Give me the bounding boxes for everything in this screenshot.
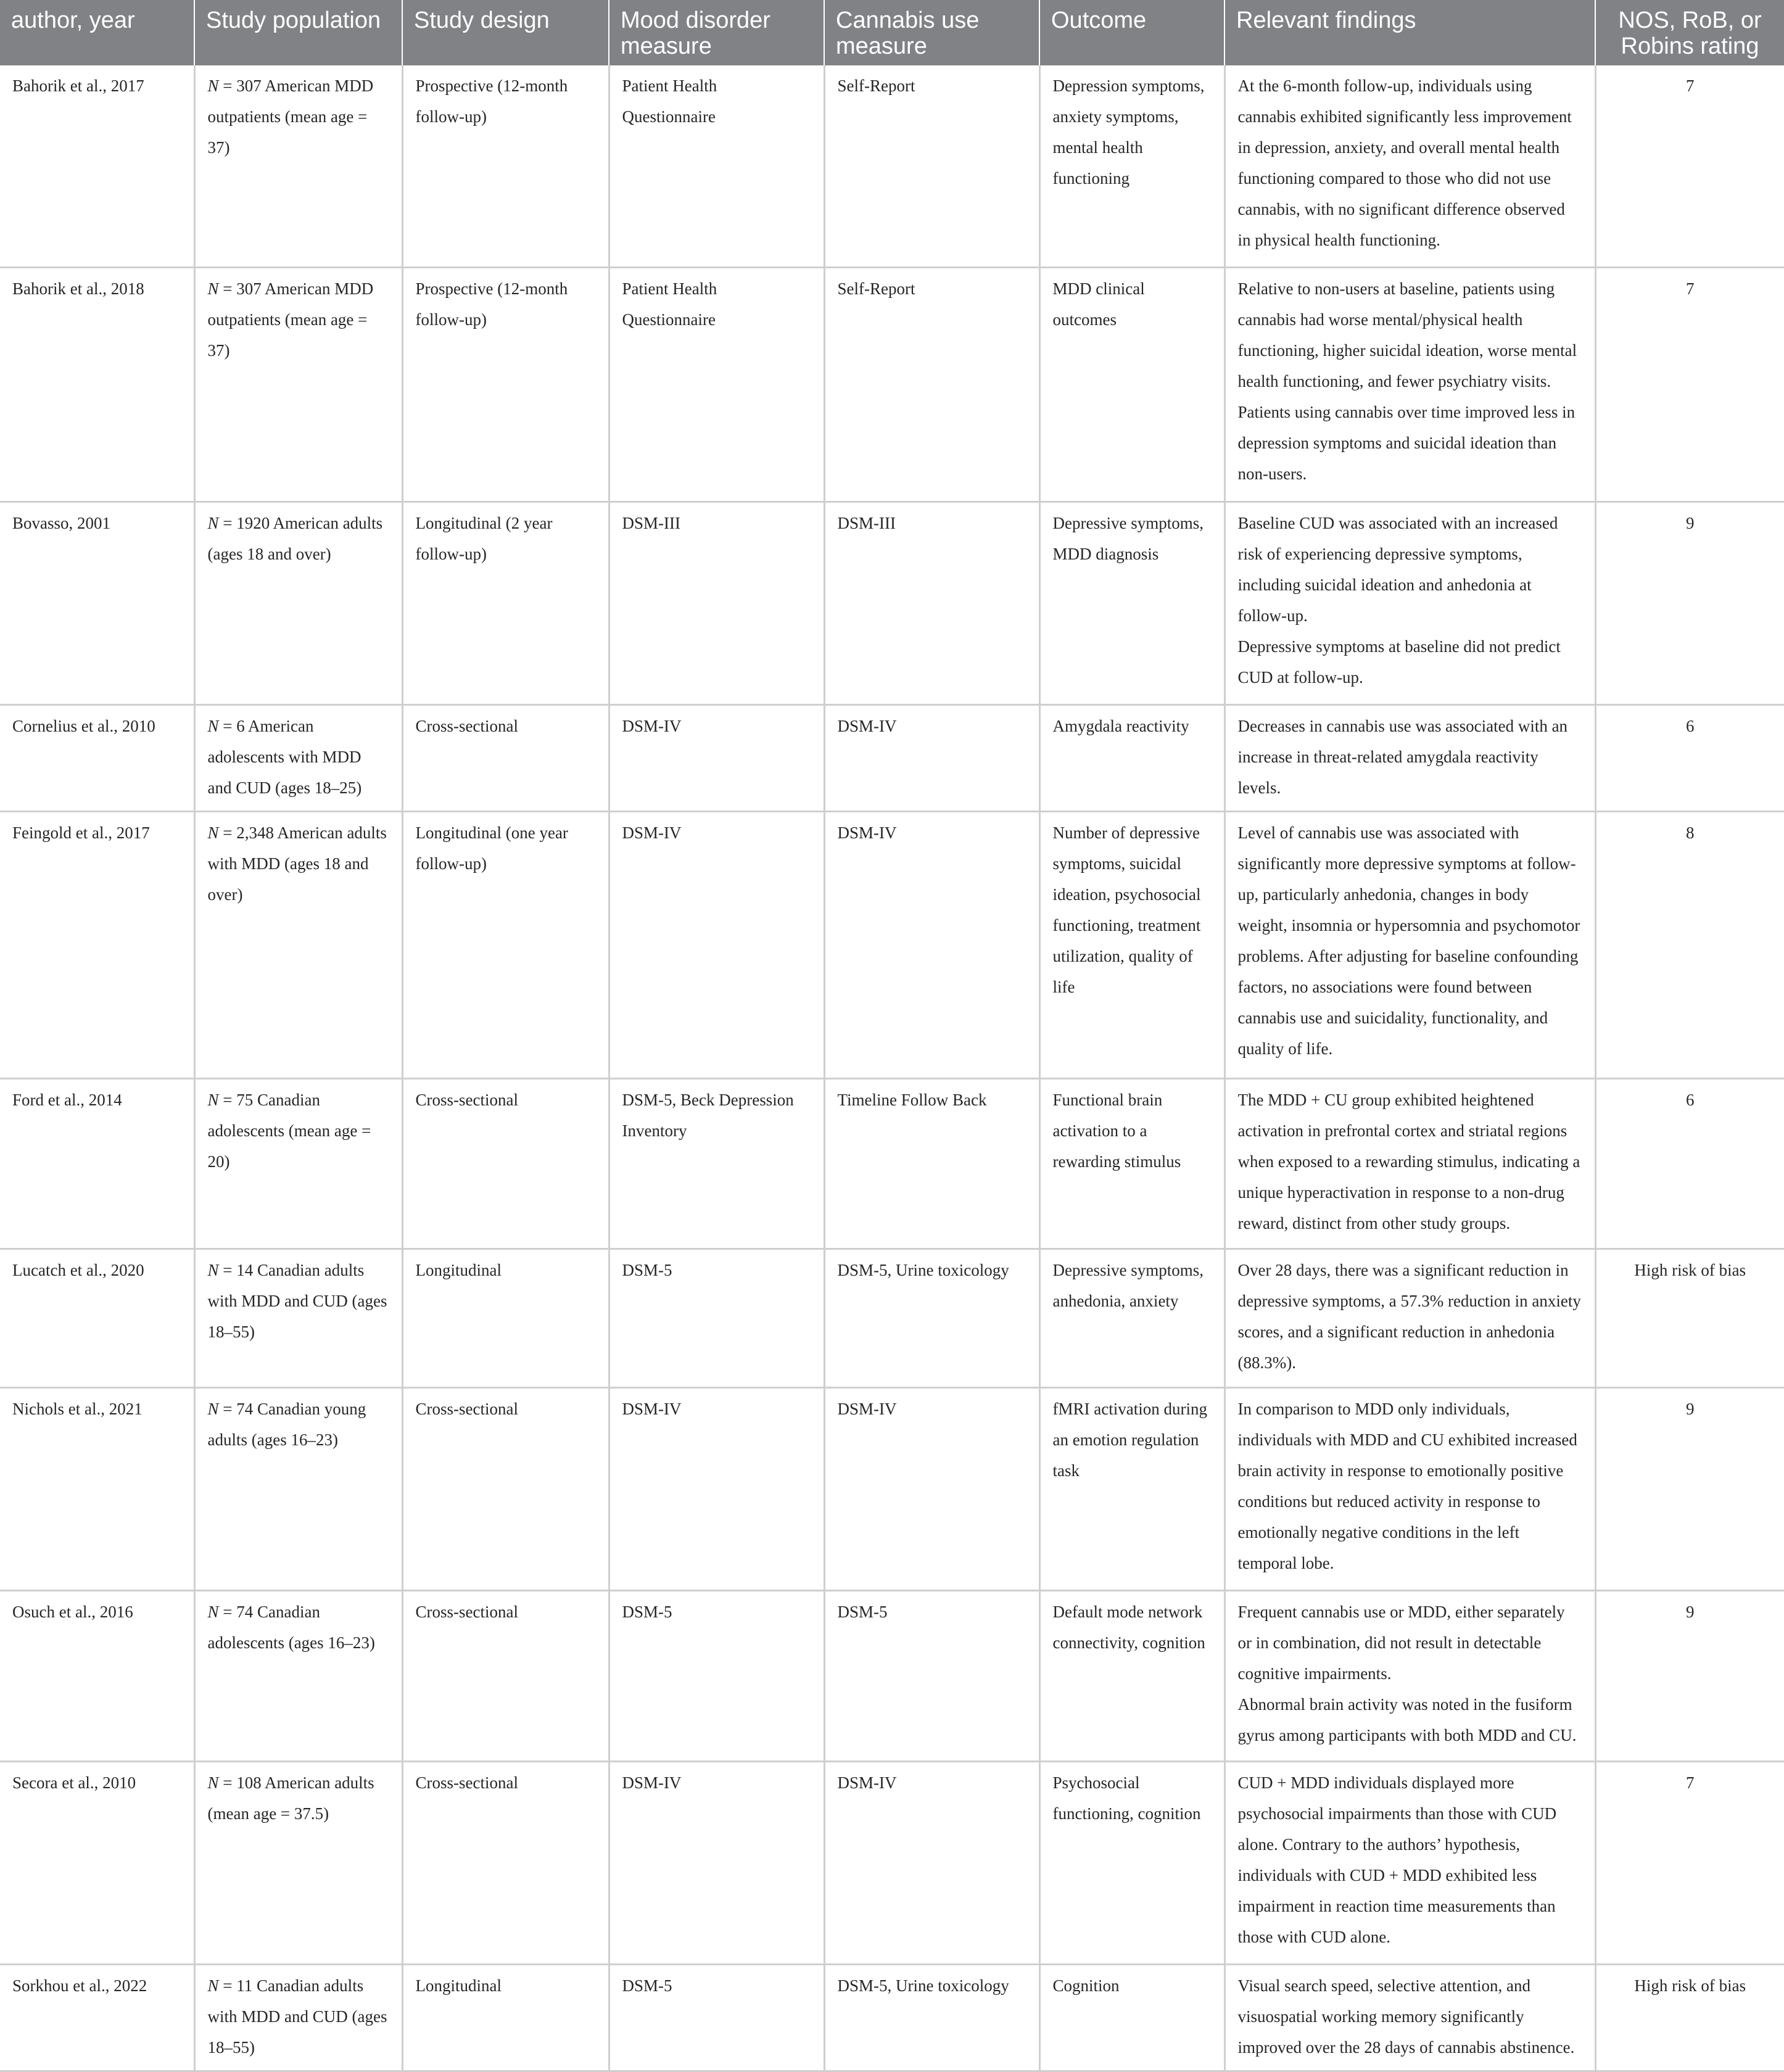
findings-paragraph: Level of cannabis use was associated with significantly more depressive symptoms at follow-up, particularly anhedonia, changes in body weight, insomnia or hypersomnia and psychomotor problems. After adjusting for baseline confounding factors, no associations were found between cannabis use and suicidality, functionality, and quality of life. bbox=[1237, 823, 1580, 1059]
population-text: = 1920 American adults (ages 18 and over) bbox=[207, 514, 383, 564]
cell-author-year: Osuch et al., 2016 bbox=[0, 1591, 194, 1762]
cell-study-design: Cross-sectional bbox=[402, 1591, 609, 1762]
population-text: = 74 Canadian young adults (ages 16–23) bbox=[207, 1400, 366, 1450]
cell-outcome: fMRI activation during an emotion regulation task bbox=[1039, 1388, 1224, 1591]
cell-cannabis-use-measure: DSM-IV bbox=[824, 704, 1039, 811]
cell-rating: 6 bbox=[1595, 704, 1784, 811]
findings-paragraph: At the 6-month follow-up, individuals using cannabis exhibited significantly less improvement in depression, anxiety, and overall mental health functioning compared to those who did not use cannabis, with no significant difference observed in physical health functioning. bbox=[1237, 76, 1572, 249]
cell-relevant-findings bbox=[1224, 1078, 1595, 1249]
findings-paragraph: Relative to non-users at baseline, patients using cannabis had worse mental/physical health functioning, higher suicidal ideation, worse mental health functioning, and fewer psychiatry visits. Patients using cannabis over time improved less in depression symptoms and suicidal ideation than non-users. bbox=[1237, 279, 1577, 483]
cell-mood-disorder-measure: DSM-III bbox=[609, 502, 824, 705]
table-row bbox=[0, 1388, 1784, 1591]
cell-author-year: Nichols et al., 2021 bbox=[0, 1388, 194, 1591]
cell-rating: 6 bbox=[1595, 1078, 1784, 1249]
cell-outcome: Depressive symptoms, anhedonia, anxiety bbox=[1039, 1249, 1224, 1388]
cell-relevant-findings bbox=[1224, 1964, 1595, 2071]
cell-study-design: Cross-sectional bbox=[402, 704, 609, 811]
cell-study-population bbox=[194, 1249, 402, 1388]
findings-paragraph: Frequent cannabis use or MDD, either separately or in combination, did not result in detectable cognitive impairments. bbox=[1237, 1603, 1565, 1683]
findings-paragraph: The MDD + CU group exhibited heightened activation in prefrontal cortex and striatal regions when exposed to a rewarding stimulus, indicating a unique hyperactivation in response to a non-drug reward, distinct from other study groups. bbox=[1237, 1090, 1580, 1232]
cell-study-design: Longitudinal bbox=[402, 1964, 609, 2071]
cell-mood-disorder-measure: DSM-IV bbox=[609, 704, 824, 811]
cell-study-design: Longitudinal (2 year follow-up) bbox=[402, 502, 609, 705]
header-rating: NOS, RoB, or Robins rating bbox=[1595, 0, 1784, 65]
cell-outcome: Default mode network connectivity, cognition bbox=[1039, 1591, 1224, 1762]
findings-paragraph: Visual search speed, selective attention, and visuospatial working memory significantly improved over the 28 days of cannabis abstinence. bbox=[1237, 1976, 1575, 2057]
sample-size-label: N bbox=[207, 1603, 219, 1622]
cell-rating: 7 bbox=[1595, 65, 1784, 267]
cell-study-population bbox=[194, 1388, 402, 1591]
sample-size-label: N bbox=[207, 716, 219, 735]
cell-study-population bbox=[194, 65, 402, 267]
population-text: = 75 Canadian adolescents (mean age = 20) bbox=[207, 1090, 371, 1171]
cell-study-design: Longitudinal (one year follow-up) bbox=[402, 812, 609, 1078]
sample-size-label: N bbox=[207, 1773, 219, 1793]
sample-size-label: N bbox=[207, 279, 219, 298]
cell-study-design: Cross-sectional bbox=[402, 1078, 609, 1249]
cell-author-year: Cornelius et al., 2010 bbox=[0, 704, 194, 811]
header-relevant-findings: Relevant findings bbox=[1224, 0, 1595, 65]
cell-outcome: Functional brain activation to a rewarding stimulus bbox=[1039, 1078, 1224, 1249]
findings-paragraph: In comparison to MDD only individuals, individuals with MDD and CU exhibited increased brain activity in response to emotionally positive conditions but reduced activity in response to emotionally negative conditions in the left temporal lobe. bbox=[1237, 1400, 1577, 1573]
table-header bbox=[0, 0, 1784, 65]
sample-size-label: N bbox=[207, 514, 219, 533]
cell-study-population bbox=[194, 1762, 402, 1965]
cell-study-population bbox=[194, 704, 402, 811]
cell-cannabis-use-measure: DSM-5 bbox=[824, 1591, 1039, 1762]
cell-author-year: Lucatch et al., 2020 bbox=[0, 1249, 194, 1388]
cell-study-design: Longitudinal bbox=[402, 1249, 609, 1388]
cell-study-population bbox=[194, 1964, 402, 2071]
cell-mood-disorder-measure: DSM-5 bbox=[609, 1964, 824, 2071]
population-text: = 307 American MDD outpatients (mean age = 37) bbox=[207, 76, 374, 157]
findings-paragraph: Depressive symptoms at baseline did not predict CUD at follow-up. bbox=[1237, 637, 1561, 687]
cell-rating: High risk of bias bbox=[1595, 1249, 1784, 1388]
population-text: = 6 American adolescents with MDD and CUD (ages 18–25) bbox=[207, 716, 362, 797]
table-row bbox=[0, 1249, 1784, 1388]
cell-outcome: Amygdala reactivity bbox=[1039, 704, 1224, 811]
cell-outcome: Depressive symptoms, MDD diagnosis bbox=[1039, 502, 1224, 705]
cell-mood-disorder-measure: DSM-5 bbox=[609, 1591, 824, 1762]
table-row bbox=[0, 704, 1784, 811]
table-row bbox=[0, 267, 1784, 502]
cell-author-year: Feingold et al., 2017 bbox=[0, 812, 194, 1078]
table-row bbox=[0, 1964, 1784, 2071]
cell-cannabis-use-measure: DSM-III bbox=[824, 502, 1039, 705]
population-text: = 11 Canadian adults with MDD and CUD (ages 18–55) bbox=[207, 1976, 387, 2057]
cell-cannabis-use-measure: Timeline Follow Back bbox=[824, 1078, 1039, 1249]
cell-cannabis-use-measure: DSM-5, Urine toxicology bbox=[824, 1964, 1039, 2071]
cell-cannabis-use-measure: DSM-IV bbox=[824, 812, 1039, 1078]
cell-study-population bbox=[194, 502, 402, 705]
cell-study-population bbox=[194, 1078, 402, 1249]
cell-rating: 7 bbox=[1595, 1762, 1784, 1965]
cell-author-year: Bovasso, 2001 bbox=[0, 502, 194, 705]
cell-mood-disorder-measure: DSM-IV bbox=[609, 812, 824, 1078]
cell-relevant-findings bbox=[1224, 1249, 1595, 1388]
table-row bbox=[0, 502, 1784, 705]
cell-mood-disorder-measure: DSM-IV bbox=[609, 1762, 824, 1965]
cell-rating: 9 bbox=[1595, 1388, 1784, 1591]
sample-size-label: N bbox=[207, 1400, 219, 1419]
population-text: = 74 Canadian adolescents (ages 16–23) bbox=[207, 1603, 375, 1653]
cell-relevant-findings bbox=[1224, 1591, 1595, 1762]
sample-size-label: N bbox=[207, 1261, 219, 1280]
sample-size-label: N bbox=[207, 1090, 219, 1109]
cell-study-design: Prospective (12-month follow-up) bbox=[402, 267, 609, 502]
cell-study-design: Cross-sectional bbox=[402, 1388, 609, 1591]
table-row bbox=[0, 1078, 1784, 1249]
header-study-population: Study population bbox=[194, 0, 402, 65]
cell-cannabis-use-measure: DSM-IV bbox=[824, 1388, 1039, 1591]
cell-rating: 9 bbox=[1595, 502, 1784, 705]
cell-author-year: Sorkhou et al., 2022 bbox=[0, 1964, 194, 2071]
cell-mood-disorder-measure: DSM-IV bbox=[609, 1388, 824, 1591]
cell-outcome: Number of depressive symptoms, suicidal ideation, psychosocial functioning, treatment utilization, quality of life bbox=[1039, 812, 1224, 1078]
cell-outcome: Psychosocial functioning, cognition bbox=[1039, 1762, 1224, 1965]
header-row bbox=[0, 0, 1784, 65]
cell-outcome: MDD clinical outcomes bbox=[1039, 267, 1224, 502]
cell-study-population bbox=[194, 1591, 402, 1762]
population-text: = 14 Canadian adults with MDD and CUD (ages 18–55) bbox=[207, 1261, 387, 1342]
cell-outcome: Cognition bbox=[1039, 1964, 1224, 2071]
cell-rating: 9 bbox=[1595, 1591, 1784, 1762]
sample-size-label: N bbox=[207, 76, 219, 95]
cell-relevant-findings bbox=[1224, 502, 1595, 705]
table-row bbox=[0, 1591, 1784, 1762]
cell-relevant-findings bbox=[1224, 1762, 1595, 1965]
cell-cannabis-use-measure: DSM-IV bbox=[824, 1762, 1039, 1965]
cell-cannabis-use-measure: Self-Report bbox=[824, 65, 1039, 267]
cell-cannabis-use-measure: DSM-5, Urine toxicology bbox=[824, 1249, 1039, 1388]
header-author-year: author, year bbox=[0, 0, 194, 65]
cell-study-design: Cross-sectional bbox=[402, 1762, 609, 1965]
findings-paragraph: Decreases in cannabis use was associated with an increase in threat-related amygdala reactivity levels. bbox=[1237, 716, 1568, 797]
cell-author-year: Bahorik et al., 2018 bbox=[0, 267, 194, 502]
table-row bbox=[0, 812, 1784, 1078]
cell-rating: 8 bbox=[1595, 812, 1784, 1078]
cell-relevant-findings bbox=[1224, 812, 1595, 1078]
table-row bbox=[0, 65, 1784, 267]
table-body bbox=[0, 65, 1784, 2071]
cell-mood-disorder-measure: Patient Health Questionnaire bbox=[609, 267, 824, 502]
findings-paragraph: Abnormal brain activity was noted in the fusiform gyrus among participants with both MDD and CU. bbox=[1237, 1695, 1577, 1745]
cell-author-year: Bahorik et al., 2017 bbox=[0, 65, 194, 267]
cell-study-design: Prospective (12-month follow-up) bbox=[402, 65, 609, 267]
sample-size-label: N bbox=[207, 1976, 219, 1995]
cell-author-year: Ford et al., 2014 bbox=[0, 1078, 194, 1249]
cell-mood-disorder-measure: DSM-5 bbox=[609, 1249, 824, 1388]
population-text: = 2,348 American adults with MDD (ages 18 and over) bbox=[207, 823, 387, 904]
header-study-design: Study design bbox=[402, 0, 609, 65]
cell-relevant-findings bbox=[1224, 704, 1595, 811]
cell-study-population bbox=[194, 812, 402, 1078]
table-row bbox=[0, 1762, 1784, 1965]
cell-author-year: Secora et al., 2010 bbox=[0, 1762, 194, 1965]
cell-rating: High risk of bias bbox=[1595, 1964, 1784, 2071]
population-text: = 307 American MDD outpatients (mean age = 37) bbox=[207, 279, 374, 360]
cell-study-population bbox=[194, 267, 402, 502]
header-mood-disorder-measure: Mood disorder measure bbox=[609, 0, 824, 65]
cell-rating: 7 bbox=[1595, 267, 1784, 502]
cell-cannabis-use-measure: Self-Report bbox=[824, 267, 1039, 502]
cell-relevant-findings bbox=[1224, 65, 1595, 267]
header-cannabis-use-measure: Cannabis use measure bbox=[824, 0, 1039, 65]
sample-size-label: N bbox=[207, 823, 219, 843]
header-outcome: Outcome bbox=[1039, 0, 1224, 65]
cell-mood-disorder-measure: DSM-5, Beck Depression Inventory bbox=[609, 1078, 824, 1249]
cell-outcome: Depression symptoms, anxiety symptoms, mental health functioning bbox=[1039, 65, 1224, 267]
cell-mood-disorder-measure: Patient Health Questionnaire bbox=[609, 65, 824, 267]
findings-paragraph: Baseline CUD was associated with an increased risk of experiencing depressive symptoms, including suicidal ideation and anhedonia at follow-up. bbox=[1237, 514, 1558, 625]
population-text: = 108 American adults (mean age = 37.5) bbox=[207, 1773, 374, 1823]
findings-paragraph: Over 28 days, there was a significant reduction in depressive symptoms, a 57.3% reduction in anxiety scores, and a significant reduction in anhedonia (88.3%). bbox=[1237, 1261, 1581, 1372]
cell-relevant-findings bbox=[1224, 267, 1595, 502]
findings-paragraph: CUD + MDD individuals displayed more psychosocial impairments than those with CUD alone. Contrary to the authors’ hypothesis, individuals with CUD + MDD exhibited less impairment in reaction time measurements than those with CUD alone. bbox=[1237, 1773, 1557, 1947]
cell-relevant-findings bbox=[1224, 1388, 1595, 1591]
